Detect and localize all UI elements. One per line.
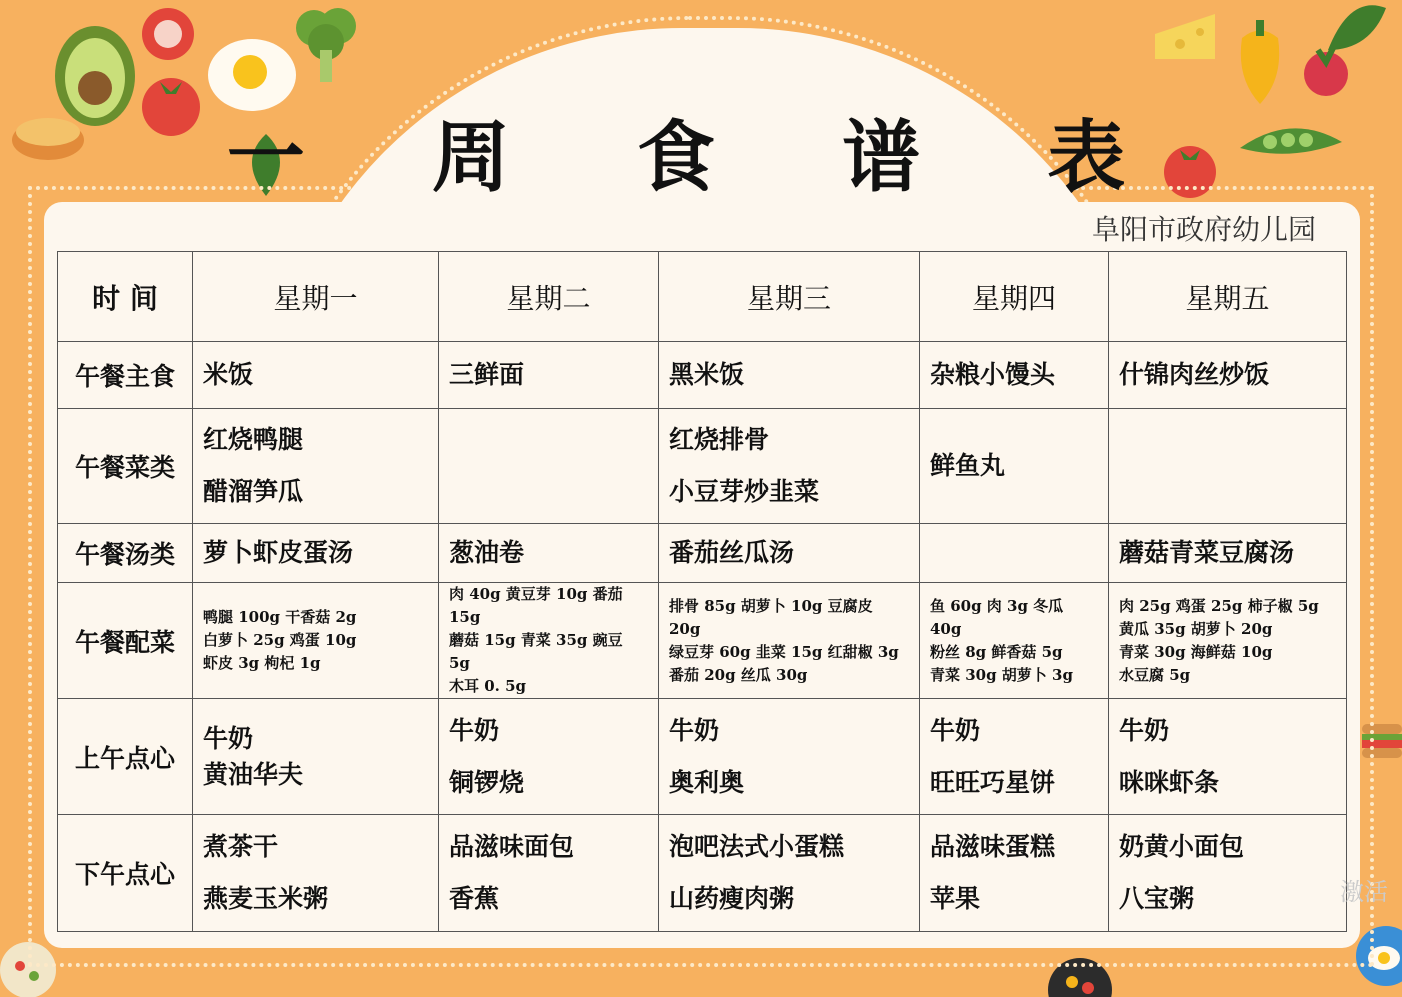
- dish-name: 黄油华夫: [203, 759, 304, 789]
- page-title: 一 周 食 谱 表: [226, 113, 1176, 203]
- table-header-row: [58, 252, 1347, 342]
- menu-cell: [439, 524, 659, 583]
- table-row: [58, 699, 1347, 815]
- dish-name: 牛奶: [1119, 715, 1170, 745]
- dish-name: 葱油卷: [449, 538, 525, 567]
- dotted-border-right: [1370, 186, 1374, 967]
- ingredient-line: 白萝卜 25g 鸡蛋 10g: [203, 631, 357, 649]
- dish-name: 奥利奥: [669, 767, 745, 797]
- menu-cell: [193, 409, 439, 524]
- ingredient-line: 水豆腐 5g: [1119, 665, 1191, 684]
- header-cell-tuesday: 星期二: [439, 252, 659, 342]
- watermark-text: 激活: [1340, 878, 1388, 906]
- menu-cell: [920, 699, 1109, 815]
- bottom-dish-icon: [1040, 950, 1120, 997]
- dish-name: 泡吧法式小蛋糕: [669, 832, 845, 861]
- ingredient-line: 排骨 85g 胡萝卜 10g 豆腐皮 20g: [669, 596, 873, 638]
- menu-cell: [193, 699, 439, 815]
- dish-name: 牛奶: [203, 723, 254, 753]
- ingredient-line: 青菜 30g 海鲜菇 10g: [1119, 642, 1273, 661]
- menu-cell: [920, 524, 1109, 583]
- dish-name: 鲜鱼丸: [930, 451, 1006, 480]
- dish-name: 铜锣烧: [449, 767, 525, 797]
- menu-cell: [439, 342, 659, 409]
- header-cell-monday: 星期一: [193, 252, 439, 342]
- menu-cell: [439, 815, 659, 932]
- menu-cell: [920, 815, 1109, 932]
- dish-name: 苹果: [930, 884, 981, 913]
- ingredient-line: 黄瓜 35g 胡萝卜 20g: [1119, 619, 1273, 638]
- menu-cell: [920, 583, 1109, 699]
- ingredient-line: 青菜 30g 胡萝卜 3g: [930, 665, 1073, 684]
- dish-name: 品滋味蛋糕: [930, 832, 1056, 861]
- menu-cell: [1109, 699, 1347, 815]
- ingredient-line: 绿豆芽 60g 韭菜 15g 红甜椒 3g: [669, 642, 899, 661]
- dish-name: 品滋味面包: [449, 832, 575, 861]
- menu-cell: [659, 583, 920, 699]
- menu-cell: [659, 409, 920, 524]
- dish-name: 牛奶: [449, 715, 500, 745]
- row-label: 午餐主食: [58, 342, 193, 409]
- header-cell-wednesday: 星期三: [659, 252, 920, 342]
- menu-cell: [1109, 342, 1347, 409]
- menu-cell: [193, 815, 439, 932]
- dish-name: 八宝粥: [1119, 884, 1195, 913]
- dish-name: 煮茶干: [203, 832, 279, 861]
- ingredient-line: 虾皮 3g 枸杞 1g: [203, 654, 321, 672]
- ingredient-line: 木耳 0. 5g: [449, 677, 527, 695]
- table-row: [58, 524, 1347, 583]
- dish-name: 燕麦玉米粥: [203, 884, 329, 913]
- row-label: 下午点心: [58, 815, 193, 932]
- dish-name: 萝卜虾皮蛋汤: [203, 538, 354, 567]
- menu-cell: [439, 409, 659, 524]
- menu-cell: [1109, 524, 1347, 583]
- ingredient-line: 鱼 60g 肉 3g 冬瓜 40g: [930, 596, 1064, 638]
- dish-name: 牛奶: [930, 715, 981, 745]
- dish-name: 山药瘦肉粥: [669, 884, 795, 913]
- menu-cell: [193, 342, 439, 409]
- dish-name: 红烧排骨: [669, 425, 770, 454]
- menu-cell: [1109, 409, 1347, 524]
- header-cell-thursday: 星期四: [920, 252, 1109, 342]
- ingredient-line: 蘑菇 15g 青菜 35g 豌豆 5g: [449, 631, 623, 672]
- broccoli-icon: [292, 4, 362, 84]
- ingredient-line: 粉丝 8g 鲜香菇 5g: [930, 642, 1063, 661]
- row-label: 午餐菜类: [58, 409, 193, 524]
- dish-name: 蘑菇青菜豆腐汤: [1119, 538, 1295, 567]
- sandwich-icon: [1360, 714, 1402, 764]
- dish-name: 旺旺巧星饼: [930, 767, 1056, 797]
- header-cell-time: 时 间: [58, 252, 193, 342]
- menu-cell: [193, 583, 439, 699]
- ingredient-line: 肉 25g 鸡蛋 25g 柿子椒 5g: [1119, 596, 1319, 615]
- leaf-icon: [1320, 0, 1390, 60]
- dish-name: 醋溜笋瓜: [203, 477, 304, 506]
- dish-name: 奶黄小面包: [1119, 832, 1245, 861]
- menu-cell: [659, 815, 920, 932]
- dish-name: 什锦肉丝炒饭: [1119, 360, 1270, 389]
- cheese-icon: [1150, 4, 1220, 64]
- dish-name: 三鲜面: [449, 360, 525, 389]
- menu-cell: [439, 699, 659, 815]
- row-label: 午餐配菜: [58, 583, 193, 699]
- dish-name: 米饭: [203, 360, 254, 389]
- dish-name: 杂粮小馒头: [930, 360, 1056, 389]
- menu-cell: [659, 699, 920, 815]
- dish-name: 番茄丝瓜汤: [669, 538, 795, 567]
- dish-name: 牛奶: [669, 715, 720, 745]
- dish-name: 咪咪虾条: [1119, 767, 1220, 797]
- menu-cell: [659, 342, 920, 409]
- dotted-border-left: [28, 186, 32, 967]
- school-name: 阜阳市政府幼儿园: [1091, 213, 1316, 246]
- dish-name: 红烧鸭腿: [203, 425, 304, 454]
- row-label: 午餐汤类: [58, 524, 193, 583]
- menu-cell: [920, 409, 1109, 524]
- menu-cell: [193, 524, 439, 583]
- row-label: 上午点心: [58, 699, 193, 815]
- dish-name: 香蕉: [449, 884, 500, 913]
- menu-cell: [920, 342, 1109, 409]
- ingredient-line: 鸭腿 100g 干香菇 2g: [203, 608, 357, 626]
- dotted-border-bottom: [28, 963, 1374, 967]
- menu-cell: [659, 524, 920, 583]
- ingredient-line: 番茄 20g 丝瓜 30g: [669, 665, 808, 684]
- menu-cell: [439, 583, 659, 699]
- menu-cell: [1109, 583, 1347, 699]
- table-row: [58, 583, 1347, 699]
- table-row: [58, 342, 1347, 409]
- menu-cell: [1109, 815, 1347, 932]
- dish-name: 小豆芽炒韭菜: [669, 477, 820, 506]
- tomato-icon: [138, 6, 198, 62]
- table-row: [58, 409, 1347, 524]
- ingredient-line: 肉 40g 黄豆芽 10g 番茄 15g: [449, 585, 623, 626]
- header-cell-friday: 星期五: [1109, 252, 1347, 342]
- table-row: [58, 815, 1347, 932]
- weekly-menu-table: [57, 251, 1347, 932]
- dish-name: 黑米饭: [669, 360, 745, 389]
